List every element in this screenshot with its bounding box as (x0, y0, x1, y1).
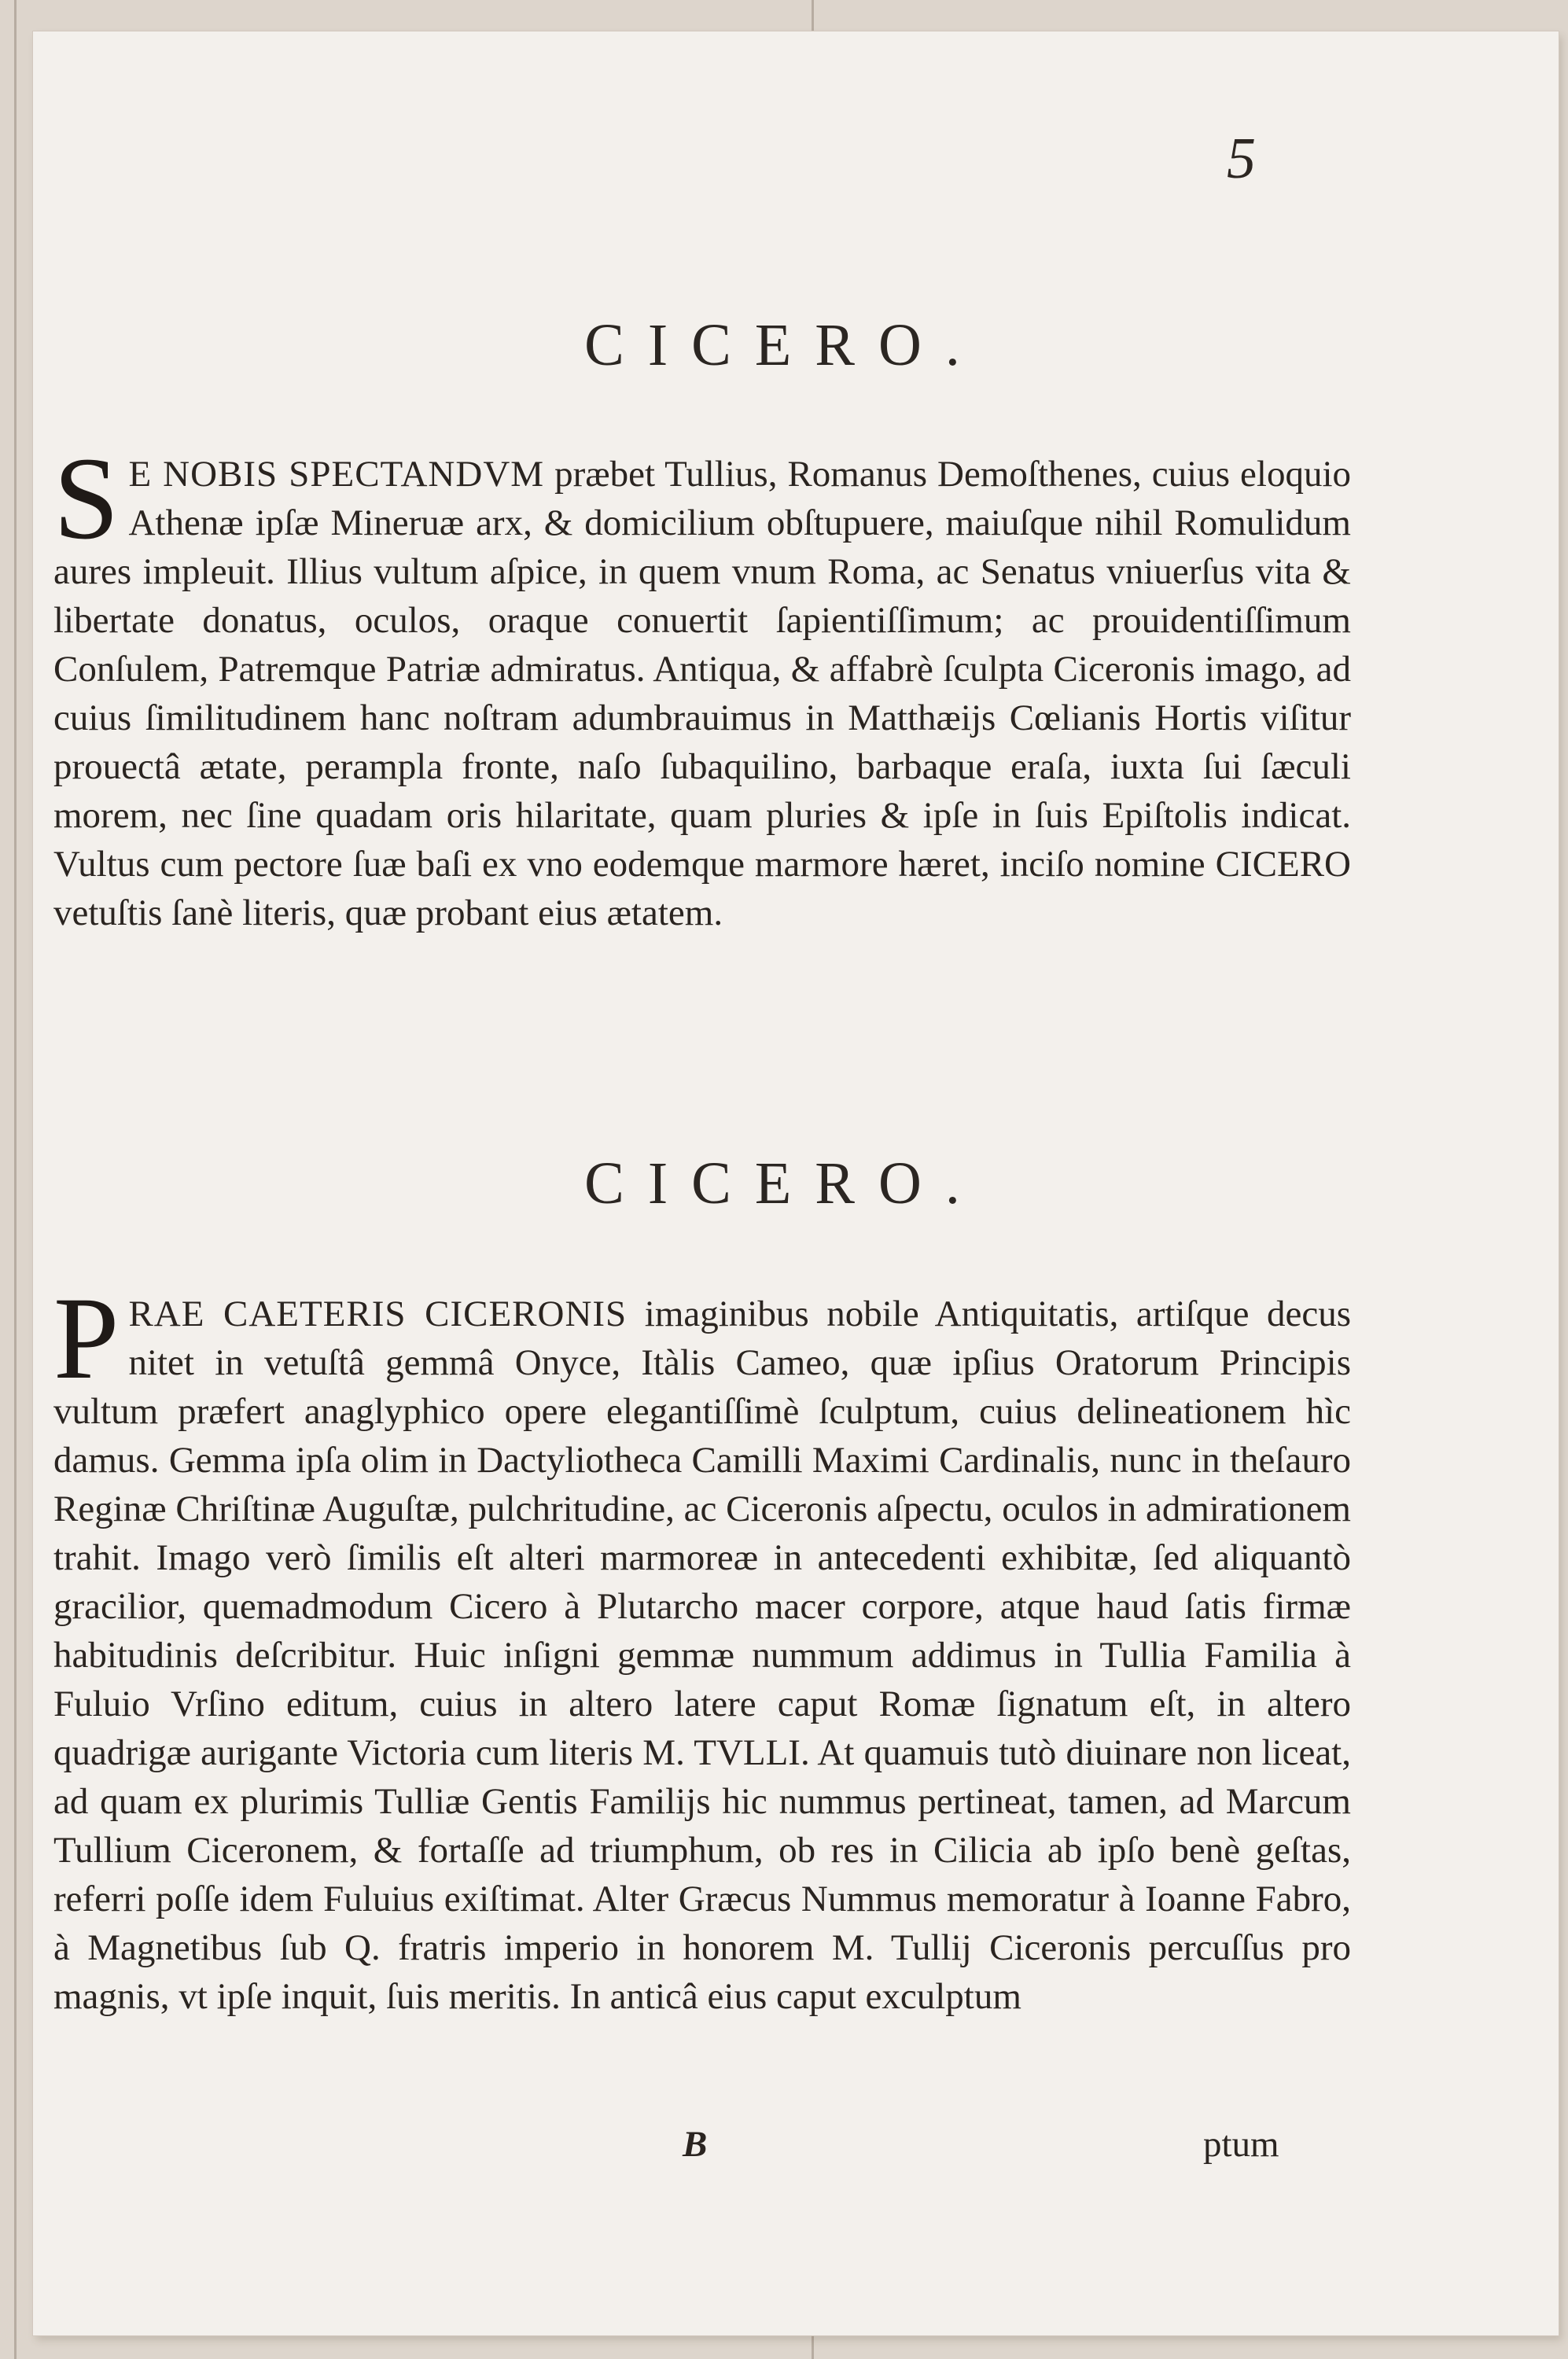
drop-cap-1: S (53, 433, 120, 564)
signature-mark: B (683, 2124, 708, 2165)
paragraph-text-1: præbet Tullius, Romanus Demoſthenes, cuius eloquio Athenæ ipſæ Mineruæ arx, & domicilium obſtupuere, maiuſque nihil Romulidum aures impleuit. Illius vultum aſpice, in quem vnum Roma, ac Senatus vniuerſus vita & libertate donatus, oculos, oraque conuertit ſapientiſſimum; ac prouidentiſſimum Conſulem, Patremque Patriæ admiratus. Antiqua, & affabrè ſculpta Ciceronis imago, ad cuius ſimilitudinem hanc noſtram adumbrauimus in Matthæijs Cœlianis Hortis viſitur prouectâ ætate, perampla fronte, naſo ſubaquilino, barbaque eraſa, iuxta ſui ſæculi morem, nec ſine quadam oris hilaritate, quam pluries & ipſe in ſuis Epiſtolis indicat. Vultus cum pectore ſuæ baſi ex vno eodemque marmore hæret, inciſo nomine CICERO vetuſtis ſanè literis, quæ probant eius ætatem. (53, 454, 1352, 933)
section-paragraph-2 (53, 1273, 1352, 2021)
opening-words-1: E NOBIS SPECTANDVM (128, 454, 545, 495)
drop-cap-2: P (53, 1273, 120, 1404)
paragraph-text-2: imaginibus nobile Antiquitatis, artiſque decus nitet in vetuſtâ gemmâ Onyce, Itàlis Cameo, quæ ipſius Oratorum Principis vultum præfert anaglyphico opere elegantiſſimè ſculptum, cuius delineationem hìc damus. Gemma ipſa olim in Dactyliotheca Camilli Maximi Cardinalis, nunc in theſauro Reginæ Chriſtinæ Auguſtæ, pulchritudine, ac Ciceronis aſpectu, oculos in admirationem trahit. Imago verò ſimilis eſt alteri marmoreæ in antecedenti exhibitæ, ſed aliquantò gracilior, quemadmodum Cicero à Plutarcho macer corpore, atque haud ſatis firmæ habitudinis deſcribitur. Huic inſigni gemmæ nummum addimus in Tullia Familia à Fuluio Vrſino editum, cuius in altero latere caput Romæ ſignatum eſt, in altero quadrigæ aurigante Victoria cum literis M. TVLLI. At quamuis tutò diuinare non liceat, ad quam ex plurimis Tulliæ Gentis Familijs hic nummus pertineat, tamen, ad Marcum Tullium Ciceronem, & fortaſſe ad triumphum, ob res in Cilicia ab ipſo benè geſtas, referri poſſe idem Fuluius exiſtimat. Alter Græcus Nummus memoratur à Ioanne Fabro, à Magnetibus ſub Q. fratris imperio in honorem M. Tullij Ciceronis percuſſus pro magnis, vt ipſe inquit, ſuis meritis. In anticâ eius caput exculptum (53, 1294, 1352, 2017)
section-heading-1: CICERO. (584, 312, 984, 378)
page-number: 5 (1227, 127, 1256, 191)
section-heading-2: CICERO. (584, 1150, 984, 1216)
catchword: ptum (1203, 2124, 1279, 2165)
opening-words-2: RAE CAETERIS CICERONIS (128, 1294, 628, 1334)
section-paragraph-1 (53, 433, 1352, 937)
